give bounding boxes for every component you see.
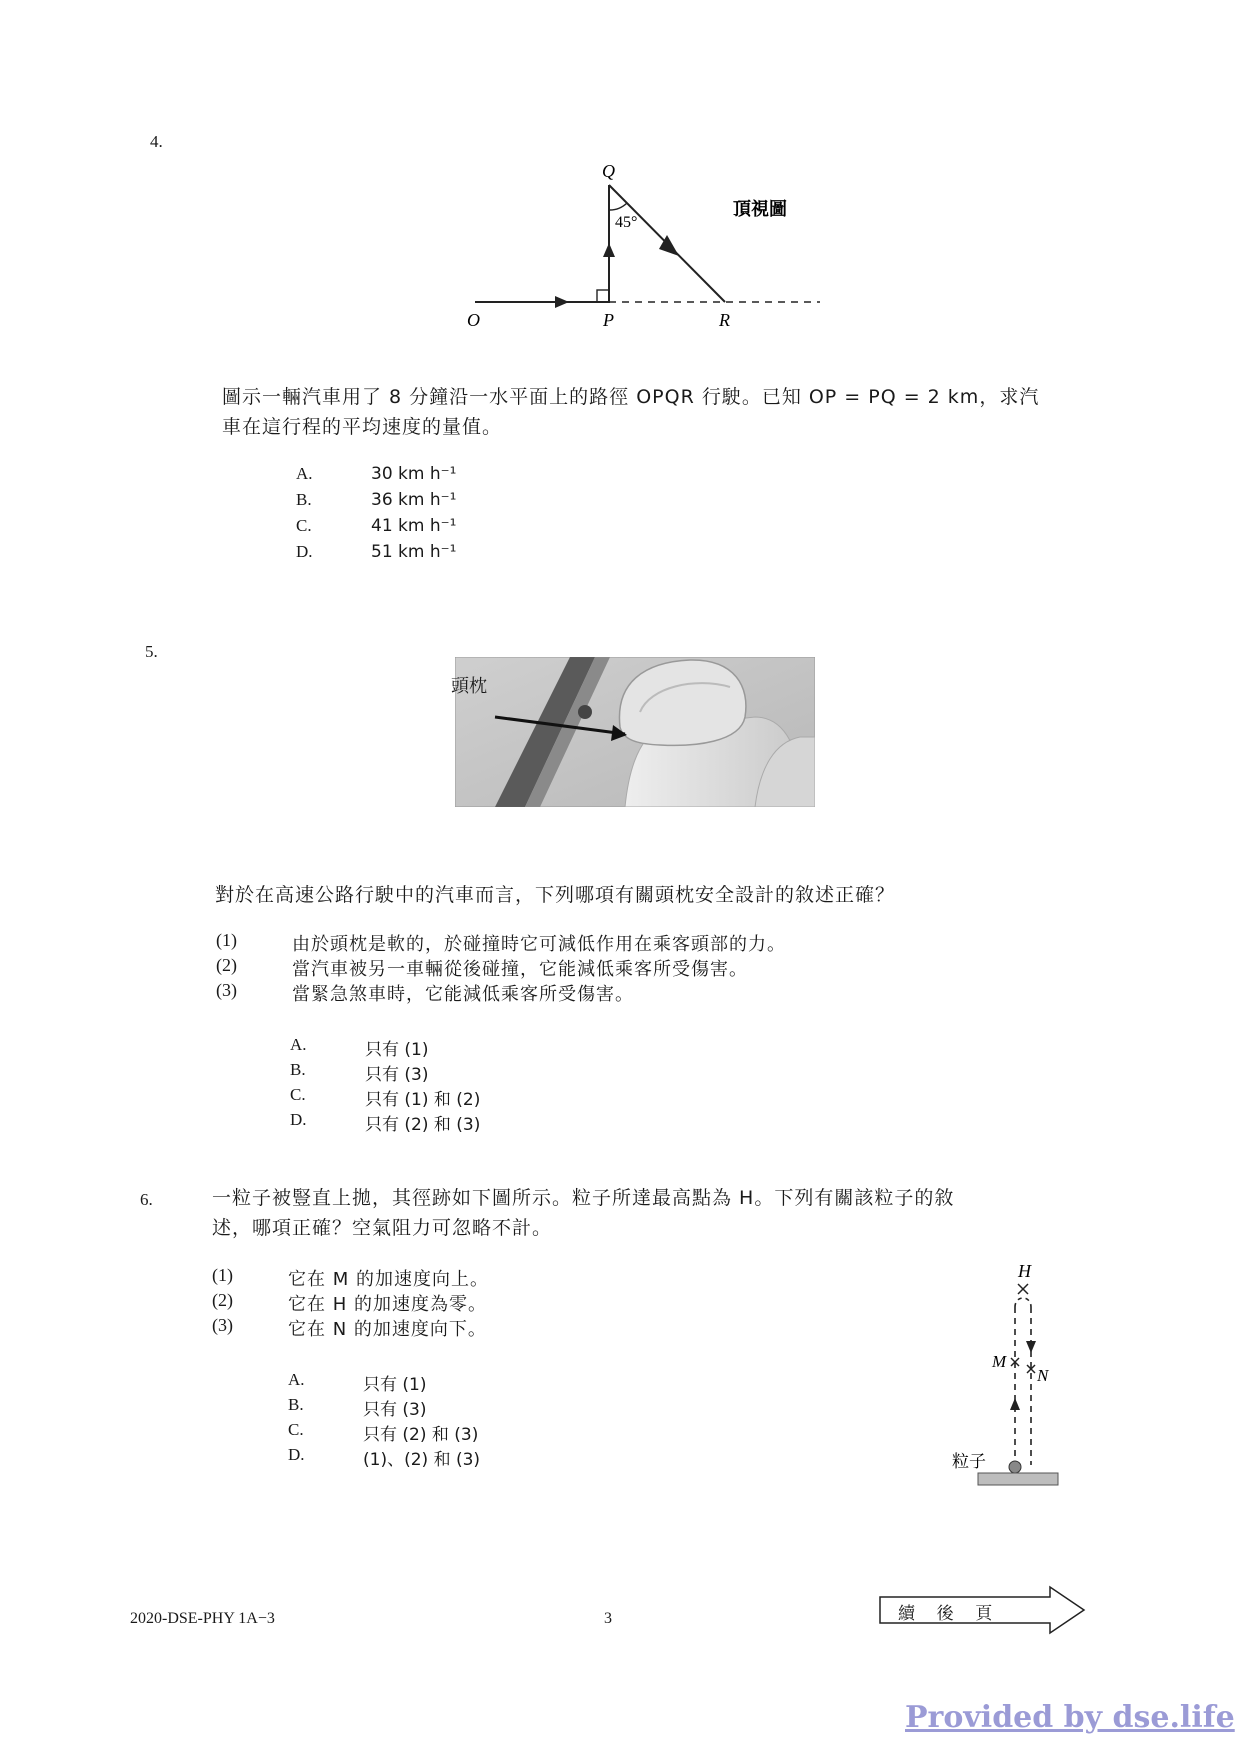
q6-stem-line2: 述，哪項正確？空氣阻力可忽略不計。: [212, 1217, 553, 1239]
continue-arrow: [878, 1585, 1088, 1635]
q6-number: 6.: [140, 1190, 153, 1209]
q5-stem: 對於在高速公路行駛中的汽車而言，下列哪項有關頭枕安全設計的敘述正確？: [215, 884, 896, 906]
q4-stem-line1: 圖示一輛汽車用了 8 分鐘沿一水平面上的路徑 OPQR 行駛。已知 OP = PQ = 2 km，求汽: [222, 386, 1040, 408]
q4-label-o: O: [467, 310, 480, 330]
q4-arrow-pq: [603, 243, 615, 257]
pointer-dot: [578, 705, 592, 719]
q4-diagram: [455, 155, 835, 330]
q6-particle: [1009, 1461, 1021, 1473]
q6-label-n: N: [1037, 1366, 1049, 1385]
headrest-photo: [455, 657, 815, 807]
watermark-link[interactable]: Provided by dse.life: [905, 1700, 1235, 1735]
q6-up-arrow: [1010, 1398, 1020, 1410]
q6-trajectory-diagram: [940, 1255, 1060, 1495]
headrest-label: 頭枕: [451, 676, 487, 697]
q6-stem: [212, 1183, 1112, 1243]
q6-label-h: H: [1018, 1261, 1031, 1281]
q4-angle-label: 45°: [615, 214, 638, 231]
q4-label-q: Q: [602, 161, 615, 181]
q4-arrow-op: [555, 296, 569, 308]
continue-text: 續 後 頁: [898, 1604, 993, 1624]
q6-label-particle: 粒子: [952, 1452, 986, 1472]
q6-top-arc: [1015, 1298, 1031, 1307]
q6-down-arrow: [1026, 1341, 1036, 1353]
q6-label-m: M: [992, 1352, 1007, 1371]
q4-angle-arc: [609, 203, 627, 210]
q4-stem-line2: 車在這行程的平均速度的量值。: [222, 416, 503, 438]
q4-right-angle-marker: [597, 290, 609, 302]
q4-label-p: P: [603, 310, 614, 330]
q4-number: 4.: [150, 132, 163, 151]
q6-stem-line1: 一粒子被豎直上拋，其徑跡如下圖所示。粒子所達最高點為 H。下列有關該粒子的敘: [212, 1187, 955, 1209]
footer-page-number: 3: [604, 1610, 612, 1627]
footer-paper-code: 2020-DSE-PHY 1A−3: [130, 1610, 275, 1627]
q4-stem: [222, 382, 1102, 442]
q6-ground: [978, 1473, 1058, 1485]
q4-caption: 頂視圖: [733, 199, 787, 220]
q5-number: 5.: [145, 642, 158, 661]
q4-label-r: R: [719, 310, 730, 330]
